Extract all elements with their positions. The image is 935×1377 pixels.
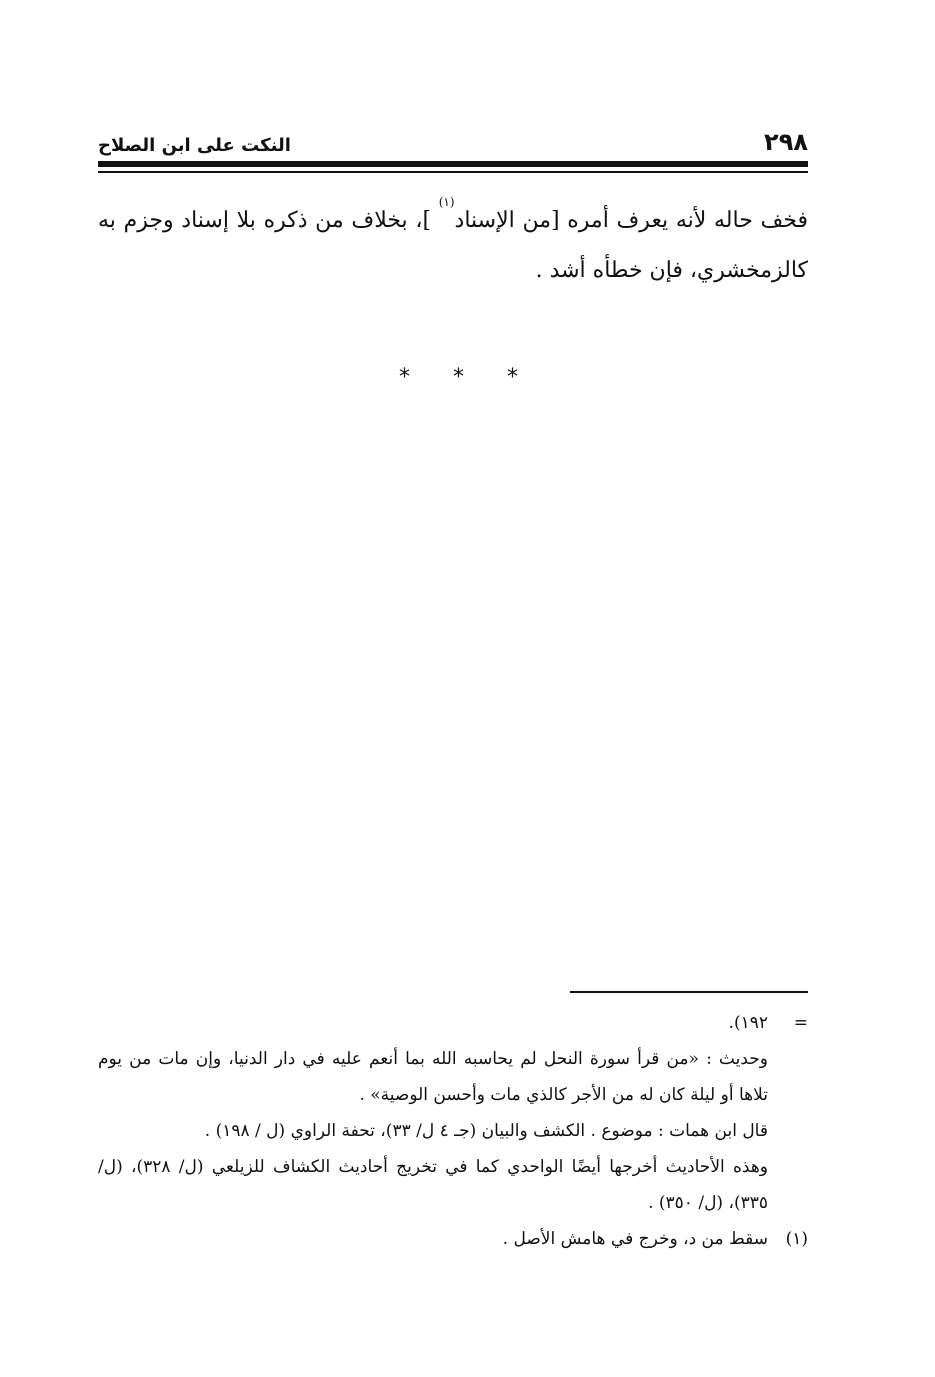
footnote-rule: [570, 991, 808, 993]
continuation-text: [98, 1005, 768, 1221]
main-paragraph: [98, 196, 808, 296]
footnotes: [98, 1005, 808, 1257]
section-separator: * * *: [399, 365, 536, 390]
footnote-1: [98, 1221, 808, 1257]
footnote-reference: (١): [438, 195, 455, 209]
main-text: [98, 196, 808, 296]
page-header: [98, 122, 808, 156]
footnote-1-text: سقط من د، وخرج في هامش الأصل .: [502, 1229, 768, 1249]
footnote-line: قال ابن همات : موضوع . الكشف والبيان (جـ ٤ ل/ ٣٣)، تحفة الراوي (ل / ١٩٨) .: [204, 1121, 768, 1141]
header-rule-thin: [98, 171, 808, 173]
main-text-part2: ]، بخلاف من ذكره بلا إسناد وجزم به كالزمخشري، فإن خطأه أشد .: [98, 208, 808, 283]
page-number: ٢٩٨: [764, 128, 808, 156]
header-rule-thick: [98, 161, 808, 167]
main-text-part1: فخف حاله لأنه يعرف أمره [من الإسناد: [454, 208, 808, 233]
continuation-marker: =: [793, 1013, 808, 1033]
footnote-continuation: [98, 1005, 808, 1221]
footnote-line: وهذه الأحاديث أخرجها أيضًا الواحدي كما في تخريج أحاديث الكشاف للزيلعي (ل/ ٣٢٨)، (ل/ ٣٣٥)، (ل/ ٣٥٠) .: [98, 1157, 769, 1213]
footnote-line: وحديث : «من قرأ سورة النحل لم يحاسبه الله بما أنعم عليه في دار الدنيا، وإن مات من يوم تلاها أو ليلة كان له من الأجر كالذي مات وأحسن الوصية» .: [98, 1049, 768, 1105]
footnote-1-marker: (١): [785, 1229, 808, 1249]
book-title: النكت على ابن الصلاح: [98, 135, 291, 156]
footnote-line: ١٩٢).: [728, 1013, 768, 1033]
